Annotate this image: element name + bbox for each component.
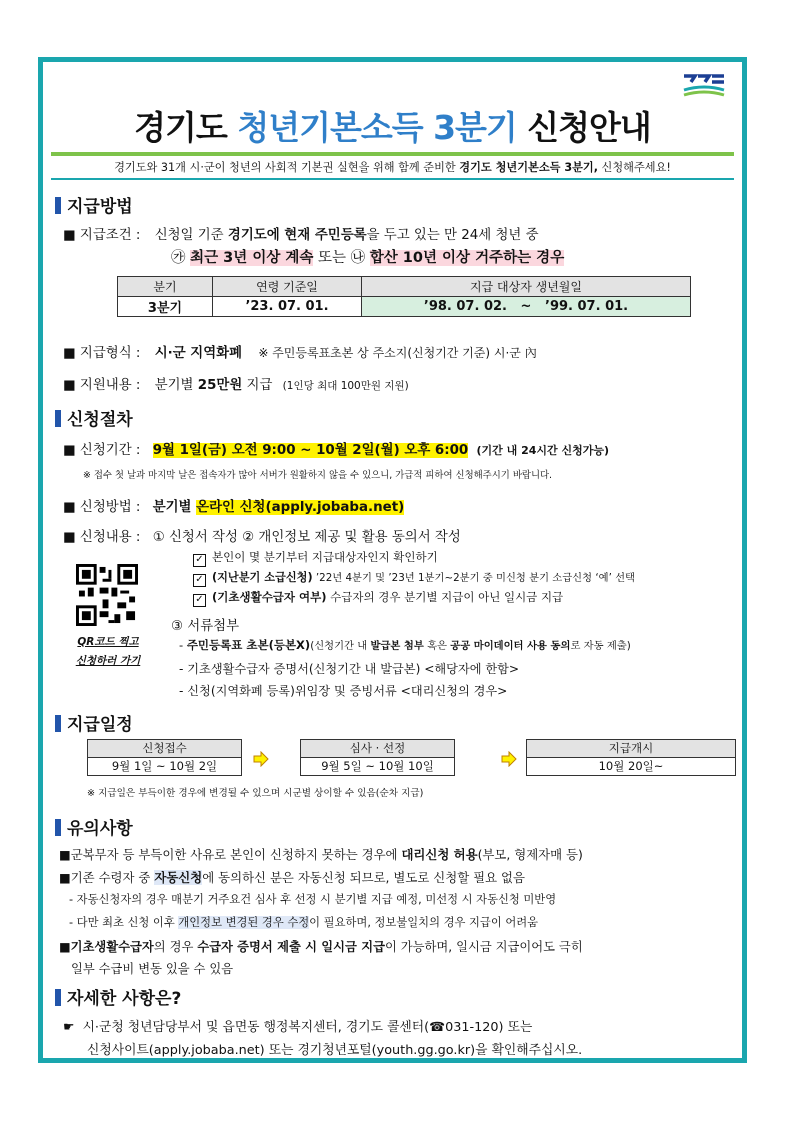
method-label: ■ 신청방법 : [63, 500, 141, 515]
conditions-text-a: 신청일 기준 [154, 228, 228, 243]
option1-marker: ㉮ [171, 250, 186, 266]
period-extra: (기간 내 24시간 신청가능) [476, 444, 609, 457]
content-label: ■ 신청내용 : [63, 530, 141, 545]
caution-5-cont: 일부 수급비 변동 있을 수 있음 [71, 962, 234, 976]
table-header-row [118, 277, 691, 297]
content-step1: ① 신청서 작성 ② 개인정보 제공 및 활용 동의서 작성 [152, 530, 461, 545]
title-part3: 신청안내 [527, 108, 651, 147]
gyeonggi-logo [682, 70, 726, 98]
schedule-step-review [300, 739, 455, 776]
caution5-a: ■ [59, 940, 71, 954]
check-item-1 [193, 549, 438, 567]
schedule-step-title: 심사 · 선정 [301, 740, 454, 758]
doc1-b: 발급본 첨부 [370, 640, 424, 652]
contact-line1-text: 시·군청 청년담당부서 및 읍면동 행정복지센터, 경기도 콜센터(☎031-120) 또는 [82, 1020, 533, 1035]
contact-line2: 신청사이트(apply.jobaba.net) 또는 경기청년포털(youth.gg.go.kr)을 확인해주십시오. [87, 1043, 583, 1058]
check-item-3 [193, 589, 563, 607]
section-payment [55, 192, 133, 217]
section-cautions-label: 유의사항 [67, 819, 133, 839]
section-payment-label: 지급방법 [67, 197, 133, 217]
table-cell: ’98. 07. 02. ~ ’99. 07. 01. [362, 297, 691, 317]
section-bar-icon [55, 715, 61, 732]
caution5-e: 이 가능하며, 일시금 지급이어도 극히 [384, 940, 583, 954]
table-row [118, 297, 691, 317]
section-bar-icon [55, 819, 61, 836]
checkbox-checked-icon: ✓ [193, 554, 206, 567]
section-details-label: 자세한 사항은? [67, 989, 182, 1009]
section-procedure [55, 405, 133, 430]
caution2-b: 자동신청 [154, 870, 203, 885]
check1-text: 본인이 몇 분기부터 지급대상자인지 확인하기 [212, 550, 438, 564]
doc-item-3: - 신청(지역화폐 등록)위임장 및 증빙서류 <대리신청의 경우> [179, 684, 508, 698]
check3-bold: (기초생활수급자 여부) [212, 590, 327, 604]
qr-caption-line2: 신청하러 가기 [75, 655, 141, 667]
section-bar-icon [55, 197, 61, 214]
schedule-step-pay [526, 739, 736, 776]
qr-code-icon[interactable] [76, 564, 138, 626]
eligibility-table [117, 276, 691, 317]
title-divider [51, 152, 734, 156]
doc1-e: 로 자동 제출) [570, 640, 631, 652]
check-item-2 [193, 569, 635, 587]
support-line [63, 374, 409, 393]
table-header: 연령 기준일 [213, 277, 362, 297]
conditions-line1 [63, 224, 539, 243]
subtitle-bold: 경기도 청년기본소득 3분기, [459, 161, 598, 174]
doc1-d: 공공 마이데이터 사용 동의 [450, 640, 571, 652]
form-value: 시·군 지역화폐 [154, 346, 243, 361]
table-header: 분기 [118, 277, 213, 297]
support-amount: 25만원 [197, 378, 243, 393]
title-part2: 청년기본소득 3분기 [237, 108, 517, 147]
option-or: 또는 [313, 250, 351, 266]
subtitle [51, 158, 734, 177]
support-label: ■ 지원내용 : [63, 378, 141, 393]
table-header: 지급 대상자 생년월일 [362, 277, 691, 297]
conditions-line2 [171, 246, 564, 267]
period-value: 9월 1일(금) 오전 9:00 ~ 10월 2일(월) 오후 6:00 [152, 443, 469, 458]
check2-bold: (지난분기 소급신청) [212, 571, 313, 584]
support-text-c: 지급 [242, 378, 273, 393]
method-text-b: 온라인 신청(apply.jobaba.net) [196, 500, 405, 515]
section-cautions [55, 814, 133, 839]
support-note: (1인당 최대 100만원 지원) [282, 380, 409, 392]
period-label: ■ 신청기간 : [63, 443, 141, 458]
schedule-step-date: 9월 5일 ~ 10월 10일 [321, 759, 434, 773]
caution-3: - 자동신청자의 경우 매분기 거주요건 심사 후 선정 시 분기별 지급 예정, 미선정 시 자동신청 미반영 [69, 893, 557, 906]
option1-text: 최근 3년 이상 계속 [190, 250, 314, 266]
form-line [63, 342, 537, 361]
section-details [55, 984, 181, 1009]
doc-item-2: - 기초생활수급자 증명서(신청기간 내 발급본) <해당자에 한함> [179, 662, 520, 676]
content-step3: ③ 서류첨부 [171, 619, 240, 634]
check3-text: 수급자의 경우 분기별 지급이 아닌 일시금 지급 [326, 590, 564, 604]
schedule-step-apply [87, 739, 242, 776]
caution5-d: 수급자 증명서 제출 시 일시금 지급 [197, 940, 385, 954]
doc1-c: 혹은 [423, 640, 451, 652]
schedule-note: ※ 지급일은 부득이한 경우에 변경될 수 있으며 시군별 상이할 수 있음(순차 지급) [87, 788, 424, 799]
caution5-b: 기초생활수급자 [70, 940, 154, 954]
section-procedure-label: 신청절차 [67, 410, 133, 430]
caution4-a: - 다만 최초 신청 이후 [69, 916, 179, 929]
content-line [63, 526, 461, 545]
doc-item-1: - 주민등록표 초본(등본X)(신청기간 내 발급본 첨부 혹은 공공 마이데이터 사용 동의로 자동 제출) [179, 638, 631, 652]
form-note: ※ 주민등록표초본 상 주소지(신청기간 기준) 시·군 內 [258, 346, 537, 360]
caution-5 [59, 937, 583, 955]
section-schedule-label: 지급일정 [67, 715, 133, 735]
contact-line1 [63, 1016, 532, 1035]
method-line [63, 496, 404, 515]
section-bar-icon [55, 989, 61, 1006]
subtitle-text: 경기도와 31개 시·군이 청년의 사회적 기본권 실현을 위해 함께 준비한 [114, 161, 460, 174]
arrow-right-icon [253, 751, 269, 767]
check2-text: ’22년 4분기 및 ’23년 1분기~2분기 중 미신청 분기 소급신청 ‘예’ 선택 [312, 572, 636, 584]
method-text-a: 분기별 [152, 500, 197, 515]
support-text-a: 분기별 [154, 378, 198, 393]
checkbox-checked-icon: ✓ [193, 574, 206, 587]
caution5-c: 의 경우 [153, 940, 198, 954]
doc1-bold: 주민등록표 초본(등본X) [186, 638, 311, 652]
form-label: ■ 지급형식 : [63, 346, 141, 361]
caution4-b: 개인정보 변경된 경우 수정 [178, 916, 310, 929]
option2-text: 합산 10년 이상 거주하는 경우 [369, 250, 565, 266]
caution1-a: ■군복무자 등 부득이한 사유로 본인이 신청하지 못하는 경우에 [59, 847, 402, 862]
schedule-step-title: 지급개시 [527, 740, 735, 758]
caution1-b: 대리신청 허용 [401, 847, 478, 862]
section-schedule [55, 710, 133, 735]
caution2-c: 에 동의하신 분은 자동신청 되므로, 별도로 신청할 필요 없음 [202, 870, 525, 885]
title-part1: 경기도 [134, 108, 227, 147]
caution2-a: ■기존 수령자 중 [59, 870, 155, 885]
subtitle-end: 신청해주세요! [597, 161, 671, 174]
caution1-c: (부모, 형제자매 등) [477, 847, 583, 862]
notice-frame [38, 57, 747, 1063]
caution-4 [69, 914, 538, 930]
table-cell: 3분기 [118, 297, 213, 317]
period-note: ※ 접수 첫 날과 마지막 날은 접속자가 많아 서버가 원활하지 않을 수 있으니, 가급적 피하여 신청해주시기 바랍니다. [83, 470, 553, 481]
qr-caption [73, 634, 143, 668]
conditions-text-b: 경기도에 현재 주민등록 [227, 228, 367, 243]
conditions-label: ■ 지급조건 : [63, 228, 141, 243]
period-line [63, 439, 609, 458]
table-cell: ’23. 07. 01. [213, 297, 362, 317]
caution-1 [59, 845, 583, 863]
pointing-hand-icon: ☛ [63, 1020, 75, 1035]
caution-2 [59, 868, 525, 886]
page-title [43, 102, 742, 149]
schedule-step-title: 신청접수 [88, 740, 241, 758]
section-bar-icon [55, 410, 61, 427]
qr-caption-line1: QR코드 찍고 [77, 636, 139, 648]
doc1-a: (신청기간 내 [310, 640, 371, 652]
conditions-text-c: 을 두고 있는 만 24세 청년 중 [366, 228, 539, 243]
subtitle-divider [51, 178, 734, 180]
arrow-right-icon [501, 751, 517, 767]
schedule-step-date: 9월 1일 ~ 10월 2일 [111, 759, 218, 773]
checkbox-checked-icon: ✓ [193, 594, 206, 607]
schedule-step-date: 10월 20일~ [598, 759, 664, 773]
caution4-c: 이 필요하며, 정보불일치의 경우 지급이 어려움 [309, 916, 539, 929]
option2-marker: ㉯ [350, 250, 366, 266]
